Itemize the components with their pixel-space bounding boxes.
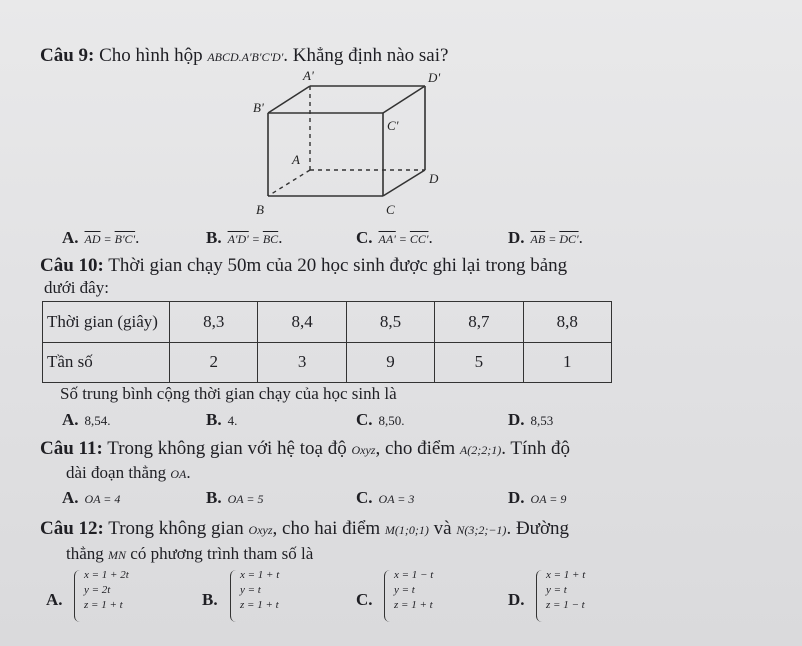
- q12-option-d[interactable]: D.: [508, 590, 525, 609]
- q9-heading: Câu 9: Cho hình hộp ABCD.A'B'C'D'. Khẳng định nào sai?: [40, 45, 449, 66]
- q11-heading-cont: dài đoạn thẳng OA.: [66, 463, 191, 482]
- q9-option-b[interactable]: B. $A'D' = \overline{BC}$.: [206, 228, 283, 247]
- q10-heading: Câu 10: Thời gian chạy 50m của 20 học sinh được ghi lại trong bảng: [40, 255, 568, 276]
- q12-heading-cont: thẳng MN có phương trình tham số là: [66, 544, 314, 563]
- q10-option-a[interactable]: A. 8,54.: [62, 410, 111, 429]
- q11-option-a[interactable]: A. OA = 4: [62, 488, 121, 507]
- table-cell: 9: [346, 342, 434, 383]
- q12-option-a-system: x = 1 + 2t y = 2t z = 1 + t: [84, 569, 129, 611]
- label-c: C: [386, 202, 395, 217]
- q10-option-d[interactable]: D. 8,53: [508, 410, 554, 429]
- q11-option-d[interactable]: D. OA = 9: [508, 488, 567, 507]
- q9-option-c[interactable]: C. AA' = CC'.: [356, 228, 433, 247]
- table-cell: 5: [435, 342, 523, 383]
- label-c1: C': [387, 118, 399, 133]
- cuboid-figure: [240, 68, 450, 218]
- table-cell: 2: [170, 342, 258, 383]
- table-cell: 1: [523, 342, 611, 383]
- q10-question: Số trung bình cộng thời gian chạy của học sinh là: [60, 384, 397, 403]
- table-header-time: Thời gian (giây): [43, 302, 170, 343]
- brace-icon: [536, 570, 543, 622]
- table-cell: 8,8: [523, 302, 611, 343]
- table-cell: 8,7: [435, 302, 523, 343]
- label-a1: A': [303, 68, 314, 83]
- table-header-frequency: Tần số: [43, 342, 170, 383]
- q11-heading: Câu 11: Trong không gian với hệ toạ độ Oxyz, cho điểm A(2;2;1). Tính độ: [40, 438, 571, 459]
- label-d1: D': [428, 70, 441, 85]
- q10-frequency-table: [42, 301, 612, 383]
- q11-option-b[interactable]: B. OA = 5: [206, 488, 264, 507]
- table-cell: 8,3: [170, 302, 258, 343]
- q12-option-c-system: x = 1 − t y = t z = 1 + t: [394, 569, 434, 611]
- q10-option-b[interactable]: B. 4.: [206, 410, 238, 429]
- q12-option-b[interactable]: B.: [202, 590, 218, 609]
- brace-icon: [74, 570, 81, 622]
- q12-option-d-system: x = 1 + t y = t z = 1 − t: [546, 569, 586, 611]
- table-cell: 8,4: [258, 302, 346, 343]
- q10-option-c[interactable]: C. 8,50.: [356, 410, 405, 429]
- table-cell: 8,5: [346, 302, 434, 343]
- q9-option-d[interactable]: D. $\overline{AB} = DC'$.: [508, 228, 583, 247]
- table-cell: 3: [258, 342, 346, 383]
- q11-option-c[interactable]: C. OA = 3: [356, 488, 415, 507]
- q12-option-c[interactable]: C.: [356, 590, 373, 609]
- label-d: D: [429, 171, 439, 186]
- brace-icon: [230, 570, 237, 622]
- brace-icon: [384, 570, 391, 622]
- label-b: B: [256, 202, 264, 217]
- table-row: [43, 302, 612, 343]
- q12-heading: Câu 12: Trong không gian Oxyz, cho hai điểm M(1;0;1) và N(3;2;−1). Đường: [40, 518, 570, 539]
- table-row: [43, 342, 612, 383]
- q12-option-b-system: x = 1 + t y = t z = 1 + t: [240, 569, 280, 611]
- q10-heading-cont: dưới đây:: [44, 278, 109, 297]
- label-b1: B': [253, 100, 264, 115]
- q12-option-a[interactable]: A.: [46, 590, 63, 609]
- q9-option-a[interactable]: A. $\overline{AD} = B'C'$.: [62, 228, 140, 247]
- label-a: A: [292, 152, 300, 167]
